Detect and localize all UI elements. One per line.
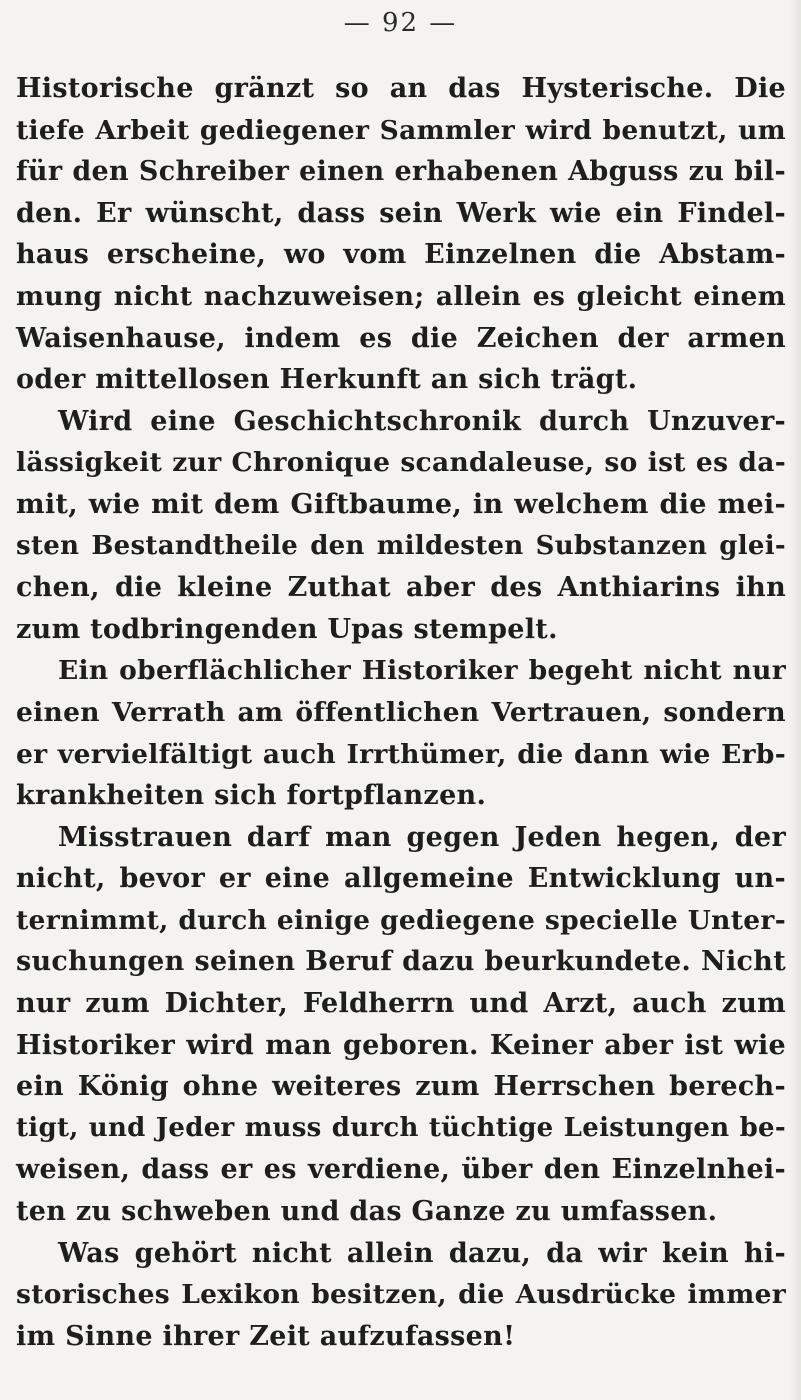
text-line: Ein oberflächlicher Historiker begeht nicht nur: [58, 655, 786, 687]
text-line: mung nicht nachzuweisen; allein es gleicht einem: [16, 280, 786, 312]
text-line: ein König ohne weiteres zum Herrschen berech-: [16, 1071, 786, 1103]
text-line: ternimmt, durch einige gediegene specielle Unter-: [16, 904, 786, 936]
page-number-header: — 92 —: [343, 8, 458, 38]
text-line: einen Verrath am öffentlichen Vertrauen, sondern: [16, 696, 786, 728]
text-line: Historiker wird man geboren. Keiner aber ist wie: [16, 1029, 786, 1061]
text-line: den. Er wünscht, dass sein Werk wie ein Findel-: [16, 197, 786, 229]
text-line: für den Schreiber einen erhabenen Abguss zu bil-: [16, 156, 786, 188]
text-line: er vervielfältigt auch Irrthümer, die dann wie Erb-: [16, 738, 786, 770]
text-line: suchungen seinen Beruf dazu beurkundete. Nicht: [16, 946, 786, 978]
text-line: im Sinne ihrer Zeit aufzufassen!: [16, 1320, 516, 1352]
text-line: Historische gränzt so an das Hysterische. Die: [16, 73, 786, 104]
text-line: chen, die kleine Zuthat aber des Anthiarins ihn: [16, 572, 786, 604]
text-line: Was gehört nicht allein dazu, da wir kein hi-: [58, 1237, 786, 1269]
text-line: krankheiten sich fortpflanzen.: [16, 780, 487, 812]
text-line: tigt, und Jeder muss durch tüchtige Leistungen be-: [16, 1112, 786, 1143]
text-line: tiefe Arbeit gediegener Sammler wird benutzt, um: [16, 114, 786, 146]
text-line: lässigkeit zur Chronique scandaleuse, so ist es da-: [16, 447, 786, 479]
page-edge-shadow: [789, 0, 801, 1400]
body-text: [16, 68, 786, 1357]
text-line: Misstrauen darf man gegen Jeden hegen, der: [58, 821, 786, 853]
text-line: Wird eine Geschichtschronik durch Unzuver-: [58, 405, 786, 437]
text-line: nicht, bevor er eine allgemeine Entwicklung un-: [16, 863, 786, 895]
text-line: mit, wie mit dem Giftbaume, in welchem die mei-: [16, 488, 786, 520]
text-line: zum todbringenden Upas stempelt.: [16, 613, 558, 645]
text-line: nur zum Dichter, Feldherrn und Arzt, auch zum: [16, 988, 786, 1020]
text-line: sten Bestandtheile den mildesten Substanzen glei-: [16, 530, 786, 561]
text-line: ten zu schweben und das Ganze zu umfassen.: [16, 1196, 718, 1228]
text-line: storisches Lexikon besitzen, die Ausdrücke immer: [16, 1279, 786, 1311]
text-line: oder mittellosen Herkunft an sich trägt.: [16, 364, 638, 396]
text-line: haus erscheine, wo vom Einzelnen die Abstam-: [16, 239, 786, 271]
text-line: weisen, dass er es verdiene, über den Einzelnhei-: [16, 1154, 786, 1186]
text-line: Waisenhause, indem es die Zeichen der armen: [16, 322, 786, 354]
